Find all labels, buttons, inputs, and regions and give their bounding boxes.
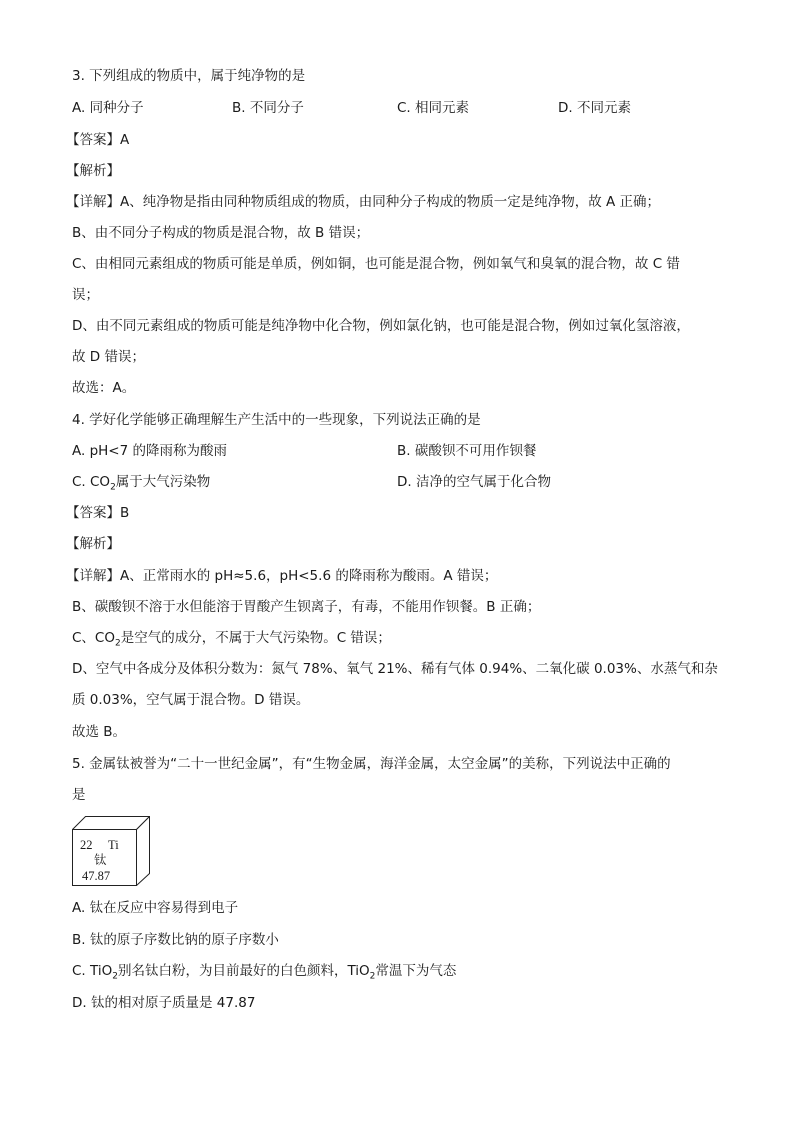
- q4-detail-d2: 质 0.03%，空气属于混合物。D 错误。: [72, 692, 310, 708]
- q3-detail-line: 故 D 错误；: [72, 349, 145, 365]
- q4-detail-d1: D、空气中各成分及体积分数为：氮气 78%、氧气 21%、稀有气体 0.94%、二氧化碳 0.03%、水蒸气和杂: [72, 661, 718, 677]
- q5-option-c: [72, 961, 456, 981]
- q3-stem: 3. 下列组成的物质中，属于纯净物的是: [72, 68, 306, 84]
- q4-detail-b: B、碳酸钡不溶于水但能溶于胃酸产生钡离子，有毒，不能用作钡餐。B 正确；: [72, 599, 541, 615]
- q4-option-c-pre: C. CO: [72, 474, 111, 490]
- q3-option-d: D. 不同元素: [558, 100, 631, 116]
- tile-element-name: 钛: [94, 853, 107, 867]
- q4-detail-c-pre: C、CO: [72, 630, 115, 646]
- q4-option-d: D. 洁净的空气属于化合物: [397, 474, 551, 490]
- q4-detail-c-post: 是空气的成分，不属于大气污染物。C 错误；: [120, 630, 391, 646]
- q5-option-a: A. 钛在反应中容易得到电子: [72, 900, 239, 916]
- q5-option-c-sub2: 2: [369, 971, 376, 982]
- q4-option-c-sub: 2: [110, 482, 116, 493]
- q3-option-c: C. 相同元素: [397, 100, 470, 116]
- q4-option-a: A. pH<7 的降雨称为酸雨: [72, 443, 227, 459]
- q4-conclusion: 故选 B。: [72, 724, 127, 740]
- tile-symbol: Ti: [108, 838, 119, 852]
- q5-option-c-part3: 常温下为气态: [375, 963, 457, 979]
- q3-answer: 【答案】A: [66, 132, 130, 148]
- q3-detail-line: 【详解】A、纯净物是指由同种物质组成的物质，由同种分子构成的物质一定是纯净物，故 A 正确；: [66, 194, 661, 210]
- q4-detail-c-sub: 2: [114, 638, 121, 649]
- q3-detail-line: D、由不同元素组成的物质可能是纯净物中化合物，例如氯化钠，也可能是混合物，例如过氧化氢溶液，: [72, 318, 690, 334]
- q5-option-c-sub1: 2: [112, 971, 118, 982]
- q3-detail-line: B、由不同分子构成的物质是混合物，故 B 错误；: [72, 225, 370, 241]
- q5-option-c-part2: 别名钛白粉，为目前最好的白色颜料，TiO: [117, 963, 370, 979]
- q3-option-b: B. 不同分子: [232, 100, 304, 116]
- q4-option-b: B. 碳酸钡不可用作钡餐: [397, 443, 537, 459]
- q4-detail-c: [72, 628, 391, 648]
- tile-atomic-mass: 47.87: [82, 869, 111, 883]
- q3-detail-line: 误；: [72, 287, 99, 303]
- q5-option-d: D. 钛的相对原子质量是 47.87: [72, 995, 256, 1011]
- q3-conclusion: 故选：A。: [72, 380, 136, 396]
- periodic-table-tile: [72, 816, 150, 886]
- q4-analysis-label: 【解析】: [66, 536, 120, 552]
- tile-atomic-number: 22: [80, 838, 93, 852]
- q3-analysis-label: 【解析】: [66, 163, 120, 179]
- q5-option-c-part1: C. TiO: [72, 963, 113, 979]
- q5-stem-line1: 5. 金属钛被誉为“二十一世纪金属”，有“生物金属，海洋金属，太空金属”的美称，下列说法中正确的: [72, 756, 671, 772]
- q4-stem: 4. 学好化学能够正确理解生产生活中的一些现象，下列说法正确的是: [72, 412, 481, 428]
- q4-answer: 【答案】B: [66, 505, 130, 521]
- q4-detail-a: 【详解】A、正常雨水的 pH≈5.6，pH<5.6 的降雨称为酸雨。A 错误；: [66, 568, 498, 584]
- q3-option-a: A. 同种分子: [72, 100, 144, 116]
- q5-option-b: B. 钛的原子序数比钠的原子序数小: [72, 932, 279, 948]
- q5-stem-line2: 是: [72, 787, 86, 803]
- q3-detail-line: C、由相同元素组成的物质可能是单质，例如铜，也可能是混合物，例如氧气和臭氧的混合物，故 C 错: [72, 256, 680, 272]
- q4-option-c: [72, 472, 210, 492]
- q4-option-c-post: 属于大气污染物: [115, 474, 211, 490]
